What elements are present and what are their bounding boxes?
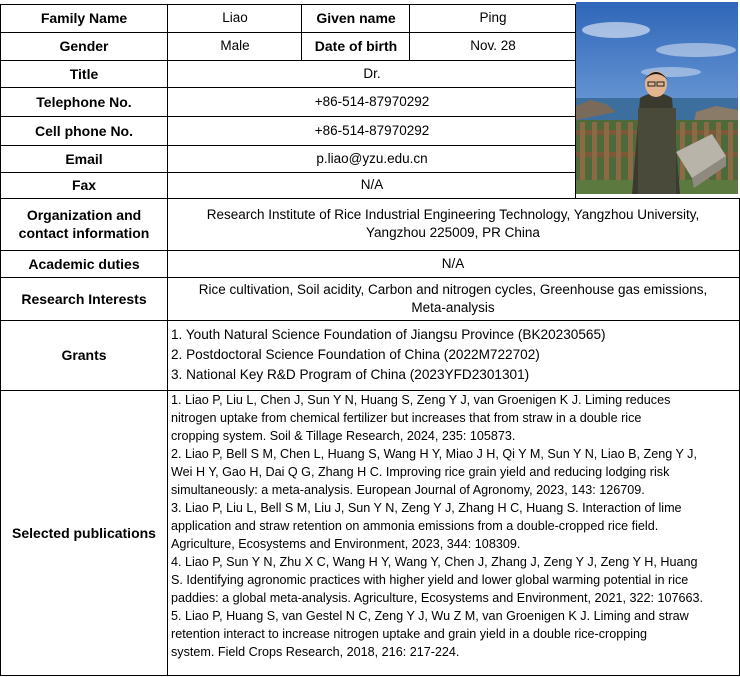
research-line2: Meta-analysis (411, 299, 495, 315)
publication-line: simultaneously: a meta-analysis. European Journal of Agronomy, 2023, 143: 126709. (171, 483, 645, 497)
given-name-label: Given name (316, 10, 396, 26)
research-interests-value (168, 277, 738, 320)
grid-line (0, 60, 576, 61)
grid-line (0, 4, 1, 676)
grants-list (168, 320, 738, 390)
research-line1: Rice cultivation, Soil acidity, Carbon and nitrogen cycles, Greenhouse gas emissions, (198, 281, 708, 297)
organization-label-line1: Organization and (26, 207, 142, 223)
grid-line (0, 250, 740, 251)
family-name-value: Liao (222, 10, 248, 25)
publication-line: 1. Liao P, Liu L, Chen J, Sun Y N, Huang S, Zeng Y J, van Groenigen K J. Liming reduces (171, 393, 671, 407)
organization-value (168, 198, 738, 250)
family-name-label: Family Name (40, 10, 128, 26)
grid-line (0, 87, 576, 88)
gender-value: Male (220, 38, 250, 53)
publication-line: application and straw retention on ammonia emissions from a double-cropped rice field. (171, 519, 659, 533)
publication-line: cropping system. Soil & Tillage Research, 2024, 235: 105873. (171, 429, 516, 443)
gender-label: Gender (59, 38, 109, 54)
publications-label: Selected publications (12, 524, 156, 541)
publication-line: Wei H Y, Gao H, Dai Q G, Zhang H C. Improving rice grain yield and reducing lodging risk (171, 465, 670, 479)
grid-line (409, 4, 410, 60)
grant-item: 2. Postdoctoral Science Foundation of China (2022M722702) (171, 347, 540, 362)
publication-line: paddies: a global meta-analysis. Agriculture, Ecosystems and Environment, 2021, 322: 107663. (171, 591, 704, 605)
email-value[interactable]: p.liao@yzu.edu.cn (316, 150, 428, 166)
grid-line (0, 675, 740, 676)
title-label: Title (69, 65, 99, 82)
grid-line (0, 4, 576, 5)
publication-line: retention interact to increase nitrogen uptake and grain yield in a double rice-cropping (171, 627, 648, 641)
grid-line (0, 116, 576, 117)
academic-duties-label: Academic duties (28, 255, 140, 272)
research-interests-label: Research Interests (21, 290, 147, 307)
dob-label: Date of birth (314, 38, 398, 54)
email-label: Email (65, 150, 103, 167)
grid-line (575, 4, 576, 198)
organization-label-line2: contact information (18, 225, 150, 241)
organization-line2: Yangzhou 225009, PR China (366, 225, 540, 240)
publication-line: system. Field Crops Research, 2018, 216: 217-224. (171, 645, 460, 659)
grid-line (0, 198, 740, 199)
grid-line (0, 145, 576, 146)
telephone-value: +86-514-87970292 (314, 93, 430, 109)
dob-value: Nov. 28 (470, 38, 516, 53)
grid-line (0, 390, 740, 391)
grid-line (0, 32, 576, 33)
profile-photo (576, 2, 738, 194)
grant-item: 3. National Key R&D Program of China (2023YFD2301301) (171, 367, 530, 382)
academic-duties-value: N/A (441, 255, 465, 271)
fax-value: N/A (360, 177, 384, 192)
organization-label (0, 198, 168, 250)
publications-list (168, 390, 738, 675)
organization-line1: Research Institute of Rice Industrial Engineering Technology, Yangzhou University, (206, 207, 700, 222)
grid-line (0, 172, 576, 173)
publication-line: S. Identifying agronomic practices with higher yield and lower global warming potential in rice (171, 573, 689, 587)
profile-photo-image (576, 2, 738, 194)
publication-line: 5. Liao P, Huang S, van Gestel N C, Zeng Y J, Wu Z M, van Groenigen K J. Liming and straw (171, 609, 689, 623)
cell-phone-value: +86-514-87970292 (314, 122, 430, 138)
grid-line (0, 277, 740, 278)
grid-line (0, 320, 740, 321)
grid-line (301, 4, 302, 60)
publication-line: nitrogen uptake from chemical fertilizer but increases that from straw in a double rice (171, 411, 642, 425)
telephone-label: Telephone No. (36, 93, 132, 110)
publication-line: 2. Liao P, Bell S M, Chen L, Huang S, Wang H Y, Miao J H, Qi Y M, Sun Y N, Liao B, Zeng Y J, (171, 447, 697, 461)
fax-label: Fax (71, 177, 97, 193)
given-name-value: Ping (479, 10, 507, 25)
grid-line (167, 4, 168, 676)
grants-label: Grants (61, 347, 107, 363)
publication-line: Agriculture, Ecosystems and Environment, 2023, 344: 108309. (171, 537, 521, 551)
title-value: Dr. (363, 65, 381, 81)
cell-phone-label: Cell phone No. (35, 122, 133, 139)
publication-line: 3. Liao P, Liu L, Bell S M, Liu J, Sun Y N, Zeng Y J, Zhang H C, Huang S. Interaction of lime (171, 501, 682, 515)
grant-item: 1. Youth Natural Science Foundation of Jiangsu Province (BK20230565) (171, 327, 606, 342)
publication-line: 4. Liao P, Sun Y N, Zhu X C, Wang H Y, Wang Y, Chen J, Zhang J, Zeng Y J, Zeng Y H, Huang (171, 555, 698, 569)
